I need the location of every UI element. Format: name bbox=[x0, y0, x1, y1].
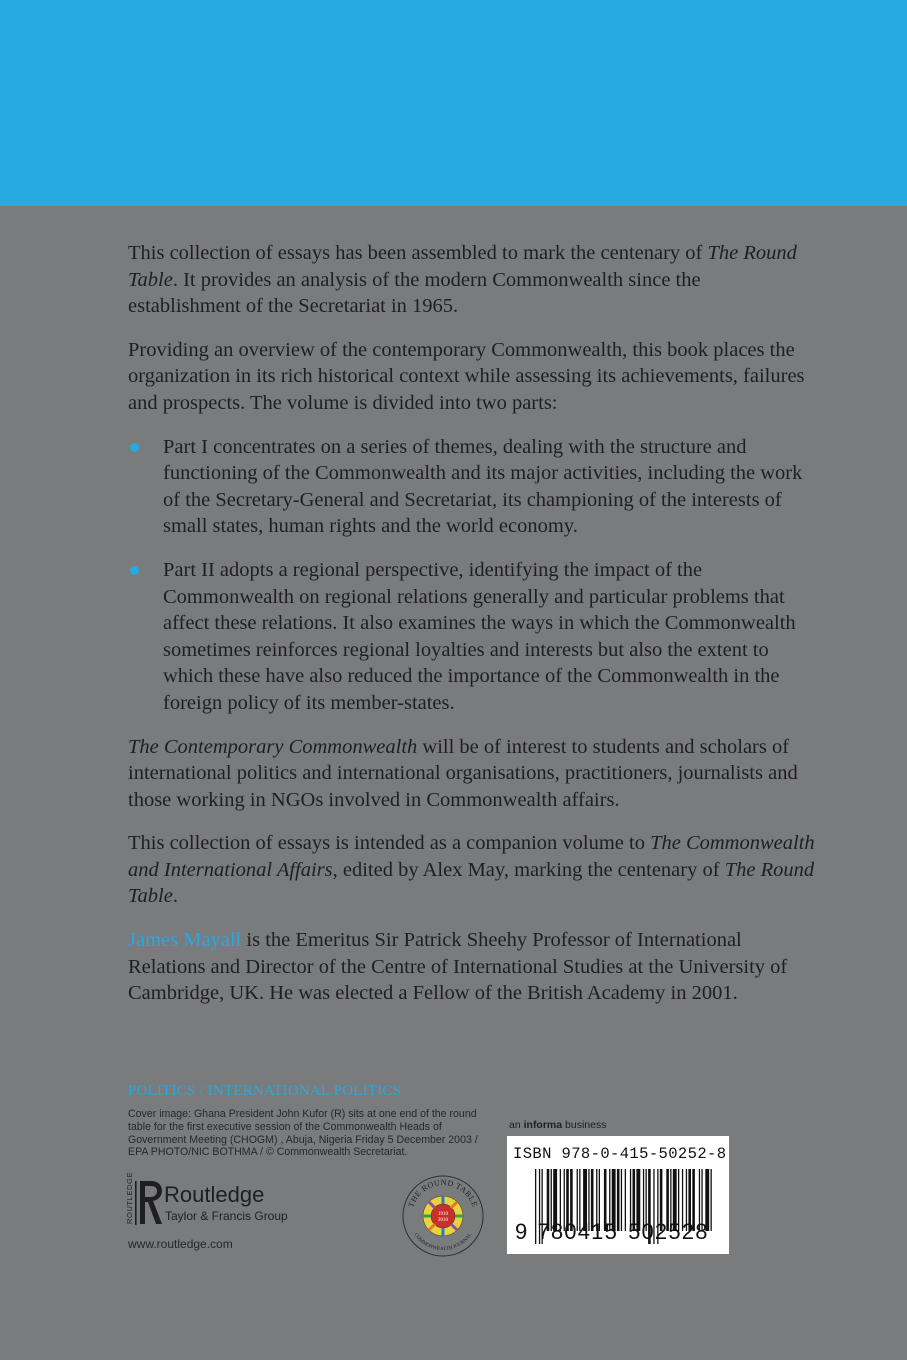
publisher-group: Taylor & Francis Group bbox=[165, 1209, 288, 1223]
seal-top-text: THE ROUND TABLE bbox=[406, 1177, 480, 1209]
cover-image-credit: Cover image: Ghana President John Kufor (R) sits at one end of the round table for the first executive session of the Commonwealth Heads of Government Meeting (CHOGM) , Abuja, Nigeria Friday 5 December 2003 / EPA PHOTO/NIC BOTHMA / © Commonwealth Secretariat. bbox=[128, 1108, 478, 1159]
isbn-label: ISBN 978-0-415-50252-8 bbox=[513, 1145, 727, 1163]
barcode-digits: 9 780415 502528 bbox=[515, 1219, 709, 1244]
informa-tagline: an informa business bbox=[509, 1119, 607, 1131]
bullet-icon bbox=[130, 566, 139, 575]
publisher-name: Routledge bbox=[164, 1182, 265, 1207]
bullet-icon bbox=[130, 443, 139, 452]
list-item: Part I concentrates on a series of themes, dealing with the structure and functioning of the Commonwealth and its major activities, including the work of the Secretary-General and Secretariat, its championing of the interests of small states, human rights and the world economy. bbox=[128, 434, 818, 540]
blurb-paragraph-2: Providing an overview of the contemporary Commonwealth, this book places the organization in its rich historical context while assessing its achievements, failures and prospects. The volume is divided into two parts: bbox=[128, 338, 805, 414]
round-table-seal-icon bbox=[400, 1173, 486, 1259]
back-cover-blurb bbox=[128, 240, 818, 1024]
barcode-bar bbox=[711, 1169, 712, 1231]
seal-year-start: 1910 bbox=[438, 1212, 448, 1217]
blurb-paragraph-1: This collection of essays has been assembled to mark the centenary of The Round Table. It provides an analysis of the modern Commonwealth since the establishment of the Secretariat in 1965. bbox=[128, 242, 797, 318]
blurb-paragraph-3: The Contemporary Commonwealth will be of interest to students and scholars of international politics and international organisations, practitioners, journalists and those working in NGOs involved in Commonwealth affairs. bbox=[128, 735, 798, 811]
cover-top-band bbox=[0, 0, 907, 206]
list-item: Part II adopts a regional perspective, identifying the impact of the Commonwealth on regional relations generally and particular problems that affect these relations. It also examines the ways in which the Commonwealth sometimes reinforces regional loyalties and interests but also the extent to which these have also reduced the importance of the Commonwealth in the foreign policy of its member-states. bbox=[128, 557, 818, 717]
parts-list bbox=[128, 434, 818, 717]
subject-category: POLITICS / INTERNATIONAL POLITICS bbox=[128, 1083, 402, 1099]
author-bio: James Mayall is the Emeritus Sir Patrick Sheehy Professor of International Relations and Director of the Centre of International Studies at the University of Cambridge, UK. He was elected a Fellow of the British Academy in 2001. bbox=[128, 929, 788, 1005]
author-name: James Mayall bbox=[128, 929, 242, 952]
routledge-logo-side-text: ROUTLEDGE bbox=[125, 1171, 134, 1224]
seal-bottom-text: COMMONWEALTH JOURNAL bbox=[412, 1232, 474, 1253]
seal-year-end: 2010 bbox=[438, 1218, 448, 1223]
publisher-website: www.routledge.com bbox=[128, 1237, 233, 1251]
blurb-paragraph-4: This collection of essays is intended as a companion volume to The Commonwealth and International Affairs, edited by Alex May, marking the centenary of The Round Table. bbox=[128, 832, 815, 908]
isbn-barcode bbox=[507, 1136, 729, 1254]
